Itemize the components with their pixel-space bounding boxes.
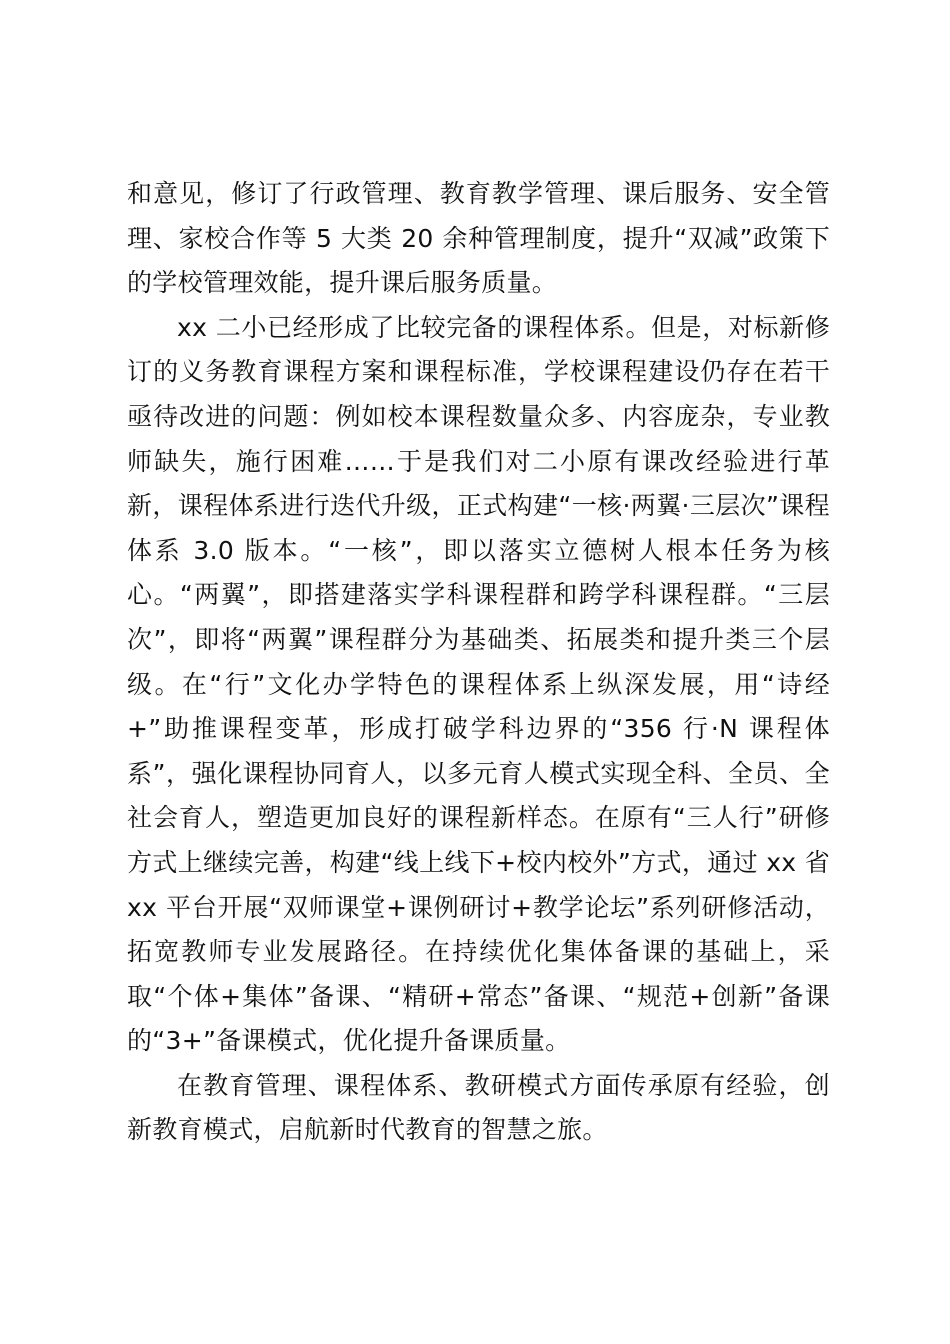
paragraph-1: 和意见，修订了行政管理、教育教学管理、课后服务、安全管理、家校合作等 5 大类 20 余种管理制度，提升“双减”政策下的学校管理效能，提升课后服务质量。 — [127, 179, 830, 298]
paragraph-3: 在教育管理、课程体系、教研模式方面传承原有经验，创新教育模式，启航新时代教育的智慧之旅。 — [127, 1070, 830, 1145]
paragraph-2: xx 二小已经形成了比较完备的课程体系。但是，对标新修订的义务教育课程方案和课程标准，学校课程建设仍存在若干亟待改进的问题：例如校本课程数量众多、内容庞杂，专业教师缺失，施行困难……于是我们对二小原有课改经验进行革新，课程体系进行迭代升级，正式构建“一核·两翼·三层次”课程体系 3.0 版本。“一核”，即以落实立德树人根本任务为核心。“两翼”，即搭建落实学科课程群和跨学科课程群。“三层次”，即将“两翼”课程群分为基础类、拓展类和提升类三个层级。在“行”文化办学特色的课程体系上纵深发展，用“诗经+”助推课程变革，形成打破学科边界的“356 行·N 课程体系”，强化课程协同育人，以多元育人模式实现全科、全员、全社会育人，塑造更加良好的课程新样态。在原有“三人行”研修方式上继续完善，构建“线上线下+校内校外”方式，通过 xx 省 xx 平台开展“双师课堂+课例研讨+教学论坛”系列研修活动，拓宽教师专业发展路径。在持续优化集体备课的基础上，采取“个体+集体”备课、“精研+常态”备课、“规范+创新”备课的“3+”备课模式，优化提升备课质量。 — [127, 312, 830, 1056]
document-body — [127, 172, 830, 1153]
